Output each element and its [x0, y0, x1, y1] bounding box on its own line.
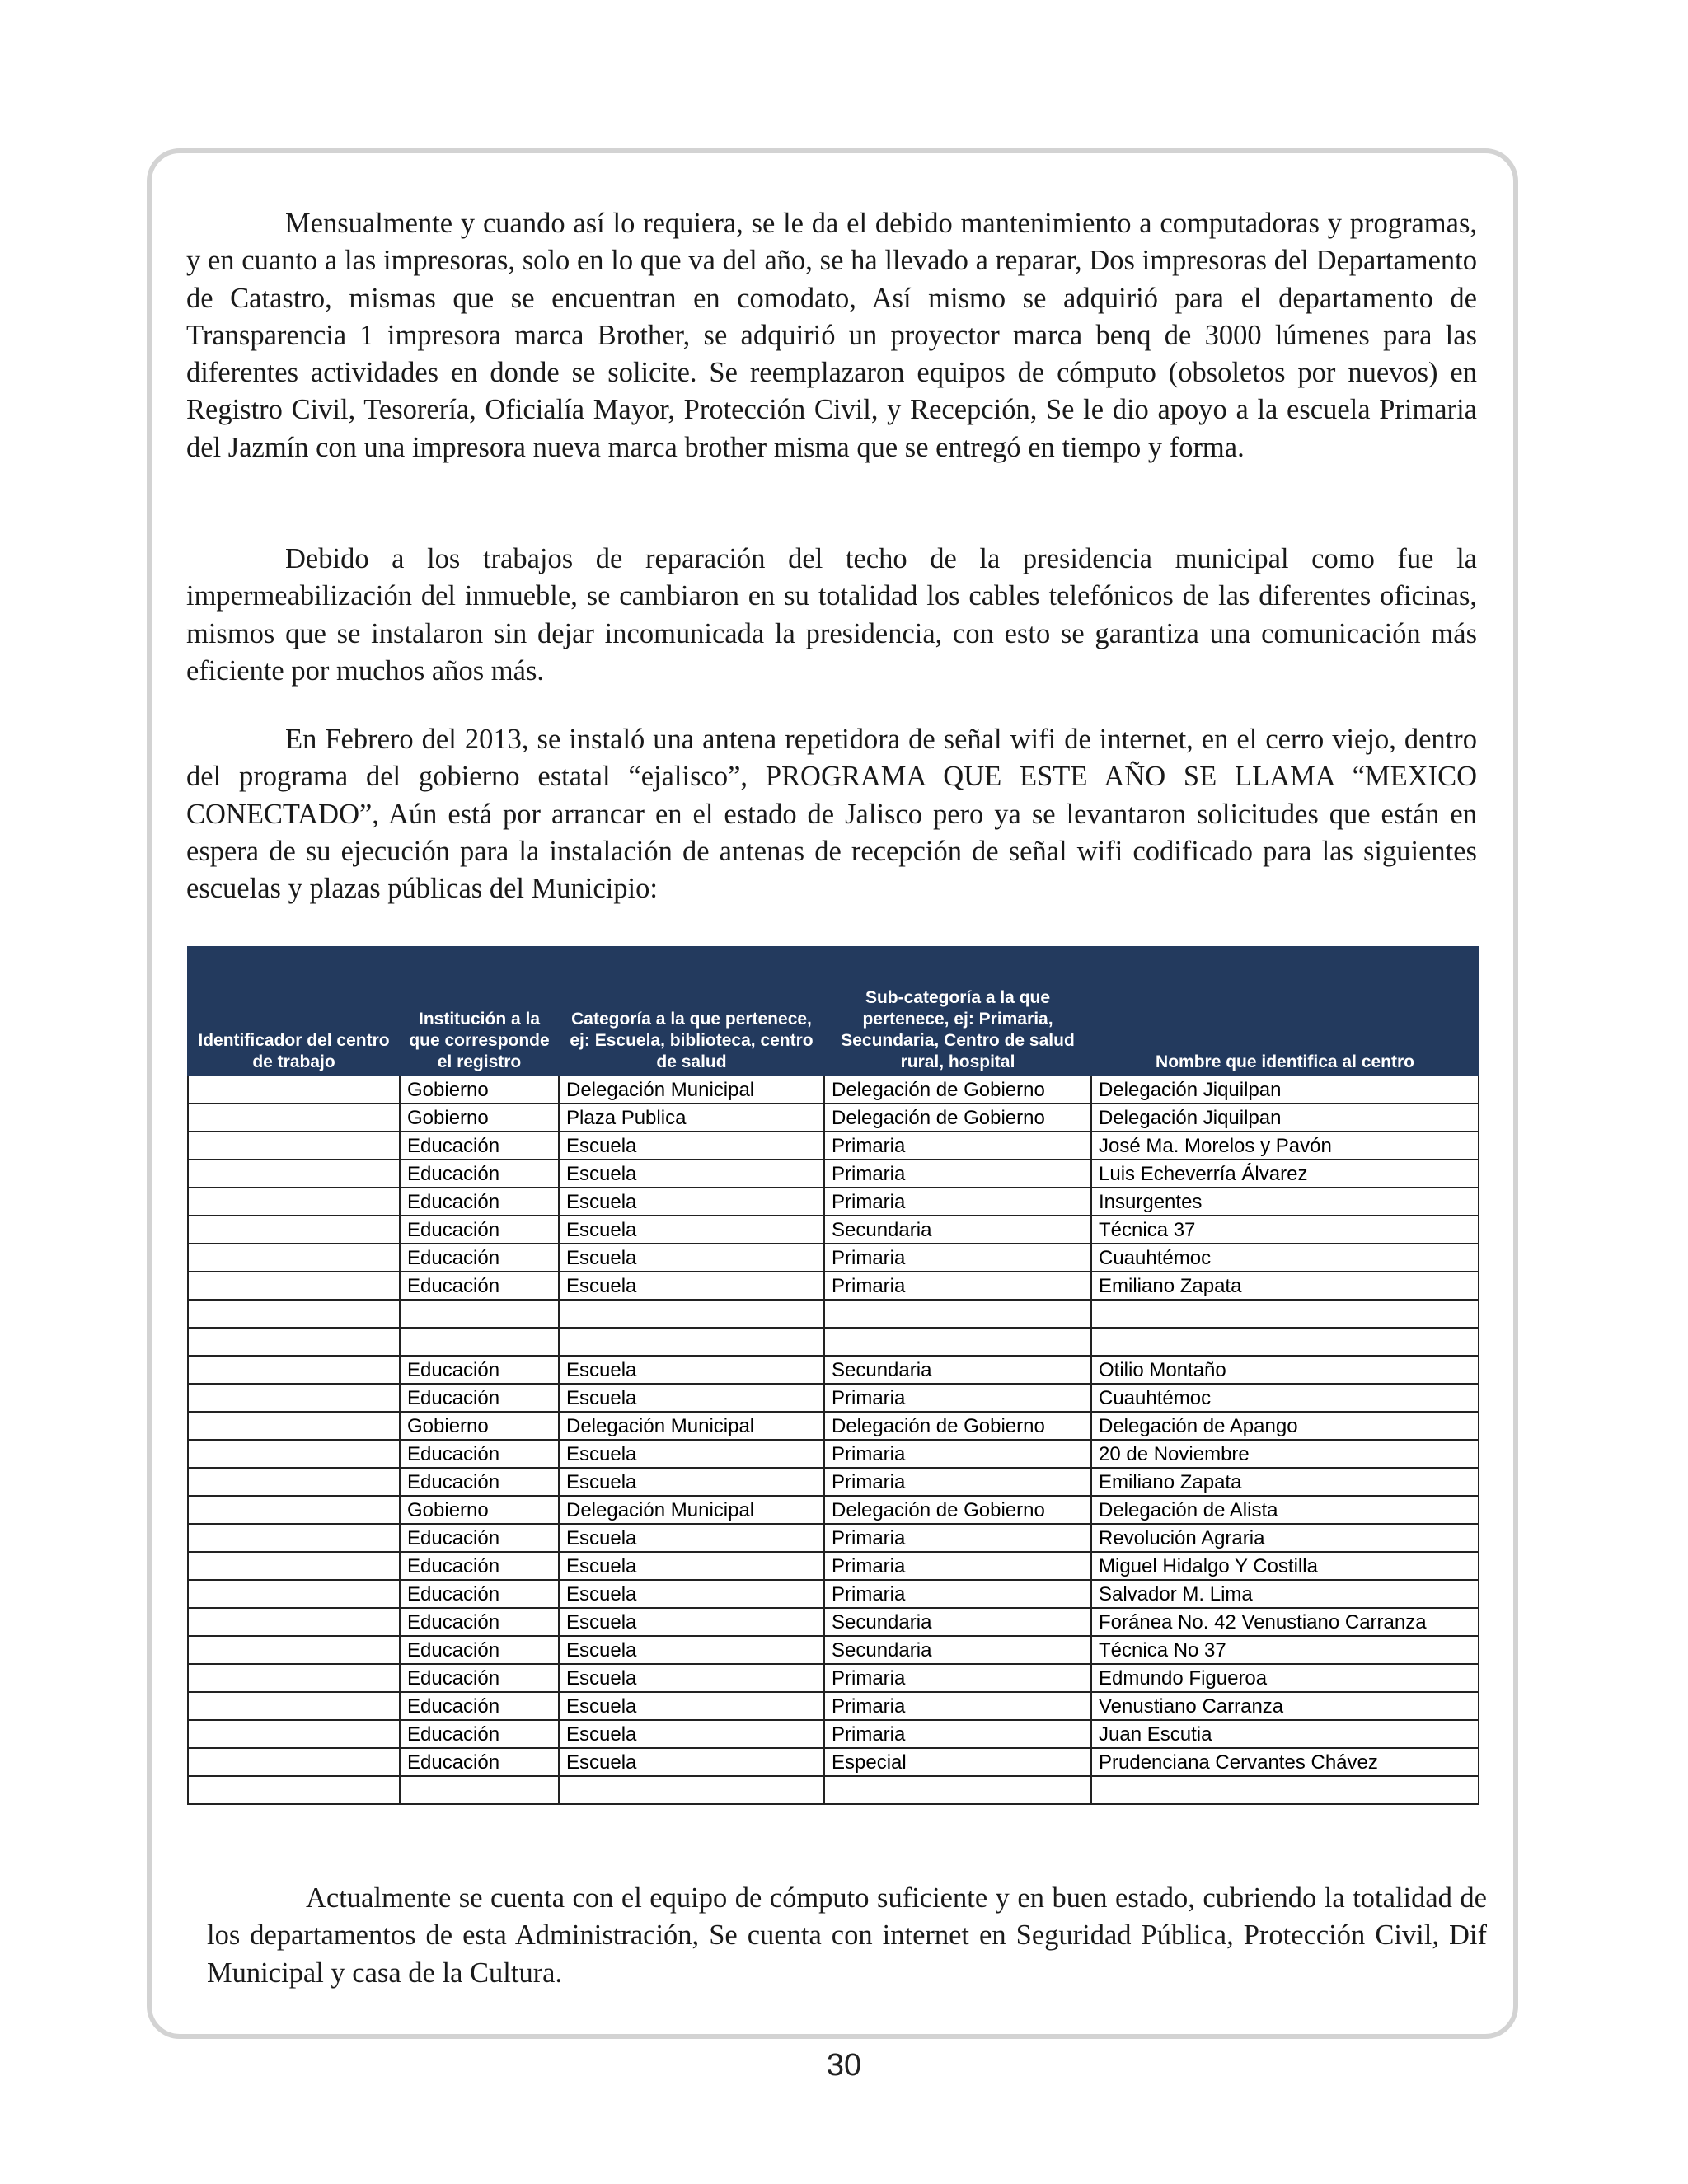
cell-identificador	[188, 1384, 400, 1412]
cell-identificador	[188, 1356, 400, 1384]
table-row	[188, 1328, 1479, 1356]
cell-nombre	[1091, 1300, 1479, 1328]
cell-institucion: Educación	[400, 1440, 559, 1468]
cell-identificador	[188, 1776, 400, 1804]
table-row	[188, 1076, 1479, 1104]
cell-nombre: Foránea No. 42 Venustiano Carranza	[1091, 1608, 1479, 1636]
cell-nombre	[1091, 1776, 1479, 1804]
cell-institucion: Educación	[400, 1216, 559, 1244]
cell-institucion: Educación	[400, 1524, 559, 1552]
cell-identificador	[188, 1328, 400, 1356]
table-row	[188, 1356, 1479, 1384]
cell-identificador	[188, 1692, 400, 1720]
table-row	[188, 1188, 1479, 1216]
table-row	[188, 1272, 1479, 1300]
cell-institucion: Gobierno	[400, 1104, 559, 1132]
table-row	[188, 1468, 1479, 1496]
cell-nombre: Venustiano Carranza	[1091, 1692, 1479, 1720]
cell-subcategoria: Primaria	[824, 1468, 1091, 1496]
cell-subcategoria: Secundaria	[824, 1216, 1091, 1244]
cell-categoria: Escuela	[559, 1524, 824, 1552]
cell-subcategoria	[824, 1300, 1091, 1328]
table-row	[188, 1216, 1479, 1244]
header-nombre: Nombre que identifica al centro	[1091, 947, 1479, 1076]
cell-subcategoria: Primaria	[824, 1720, 1091, 1748]
cell-identificador	[188, 1188, 400, 1216]
table-row	[188, 1636, 1479, 1664]
cell-identificador	[188, 1524, 400, 1552]
cell-categoria: Escuela	[559, 1160, 824, 1188]
cell-subcategoria: Secundaria	[824, 1636, 1091, 1664]
cell-nombre: Cuauhtémoc	[1091, 1244, 1479, 1272]
paragraph-telephone-cables: Debido a los trabajos de reparación del techo de la presidencia municipal como fue la impermeabilización del inmueble, se cambiaron en su totalidad los cables telefónicos de las diferentes oficinas, mismos que se instalaron sin dejar incomunicada la presidencia, con esto se garantiza una comunicación más eficiente por muchos años más.	[186, 543, 1477, 687]
table-row	[188, 1300, 1479, 1328]
cell-institucion: Educación	[400, 1552, 559, 1580]
cell-nombre: José Ma. Morelos y Pavón	[1091, 1132, 1479, 1160]
cell-subcategoria: Primaria	[824, 1160, 1091, 1188]
cell-institucion: Educación	[400, 1132, 559, 1160]
cell-institucion: Educación	[400, 1720, 559, 1748]
cell-identificador	[188, 1496, 400, 1524]
cell-nombre: Delegación de Apango	[1091, 1412, 1479, 1440]
cell-categoria: Escuela	[559, 1384, 824, 1412]
table-row	[188, 1440, 1479, 1468]
cell-subcategoria: Primaria	[824, 1188, 1091, 1216]
table-row	[188, 1384, 1479, 1412]
table-body	[188, 1076, 1479, 1804]
cell-categoria: Delegación Municipal	[559, 1496, 824, 1524]
table-row	[188, 1524, 1479, 1552]
table-row	[188, 1776, 1479, 1804]
header-identificador: Identificador del centro de trabajo	[188, 947, 400, 1076]
cell-categoria: Escuela	[559, 1272, 824, 1300]
cell-subcategoria: Primaria	[824, 1552, 1091, 1580]
cell-subcategoria	[824, 1776, 1091, 1804]
cell-categoria: Escuela	[559, 1216, 824, 1244]
cell-institucion	[400, 1328, 559, 1356]
cell-institucion: Educación	[400, 1356, 559, 1384]
cell-categoria: Plaza Publica	[559, 1104, 824, 1132]
cell-subcategoria: Secundaria	[824, 1356, 1091, 1384]
cell-identificador	[188, 1664, 400, 1692]
table-row	[188, 1664, 1479, 1692]
cell-nombre: Técnica 37	[1091, 1216, 1479, 1244]
cell-subcategoria: Primaria	[824, 1664, 1091, 1692]
cell-subcategoria: Primaria	[824, 1244, 1091, 1272]
cell-institucion: Gobierno	[400, 1076, 559, 1104]
cell-institucion: Educación	[400, 1580, 559, 1608]
cell-subcategoria	[824, 1328, 1091, 1356]
cell-nombre: Salvador M. Lima	[1091, 1580, 1479, 1608]
cell-institucion: Educación	[400, 1608, 559, 1636]
table-row	[188, 1160, 1479, 1188]
cell-nombre: Revolución Agraria	[1091, 1524, 1479, 1552]
header-categoria: Categoría a la que pertenece, ej: Escuela, biblioteca, centro de salud	[559, 947, 824, 1076]
cell-nombre: Cuauhtémoc	[1091, 1384, 1479, 1412]
cell-subcategoria: Delegación de Gobierno	[824, 1412, 1091, 1440]
cell-identificador	[188, 1748, 400, 1776]
cell-institucion: Educación	[400, 1272, 559, 1300]
cell-categoria	[559, 1300, 824, 1328]
cell-identificador	[188, 1160, 400, 1188]
cell-subcategoria: Delegación de Gobierno	[824, 1496, 1091, 1524]
cell-institucion: Educación	[400, 1160, 559, 1188]
cell-categoria: Escuela	[559, 1132, 824, 1160]
cell-institucion: Gobierno	[400, 1412, 559, 1440]
cell-institucion: Educación	[400, 1636, 559, 1664]
header-institucion: Institución a la que corresponde el registro	[400, 947, 559, 1076]
cell-categoria: Escuela	[559, 1468, 824, 1496]
cell-institucion: Educación	[400, 1748, 559, 1776]
cell-categoria: Delegación Municipal	[559, 1076, 824, 1104]
cell-subcategoria: Primaria	[824, 1580, 1091, 1608]
cell-subcategoria: Primaria	[824, 1440, 1091, 1468]
cell-subcategoria: Primaria	[824, 1384, 1091, 1412]
cell-institucion	[400, 1776, 559, 1804]
table-row	[188, 1580, 1479, 1608]
cell-subcategoria: Primaria	[824, 1132, 1091, 1160]
cell-nombre: Delegación Jiquilpan	[1091, 1104, 1479, 1132]
cell-subcategoria: Primaria	[824, 1272, 1091, 1300]
cell-subcategoria: Secundaria	[824, 1608, 1091, 1636]
cell-identificador	[188, 1216, 400, 1244]
cell-nombre	[1091, 1328, 1479, 1356]
header-subcategoria: Sub-categoría a la que pertenece, ej: Primaria, Secundaria, Centro de salud rural, hospital	[824, 947, 1091, 1076]
cell-categoria: Escuela	[559, 1188, 824, 1216]
cell-institucion: Educación	[400, 1468, 559, 1496]
cell-nombre: Emiliano Zapata	[1091, 1468, 1479, 1496]
table-row	[188, 1244, 1479, 1272]
cell-nombre: Técnica No 37	[1091, 1636, 1479, 1664]
cell-identificador	[188, 1468, 400, 1496]
cell-identificador	[188, 1132, 400, 1160]
cell-identificador	[188, 1104, 400, 1132]
cell-categoria: Escuela	[559, 1748, 824, 1776]
cell-nombre: Luis Echeverría Álvarez	[1091, 1160, 1479, 1188]
cell-categoria: Escuela	[559, 1636, 824, 1664]
cell-institucion	[400, 1300, 559, 1328]
cell-nombre: 20 de Noviembre	[1091, 1440, 1479, 1468]
cell-categoria: Escuela	[559, 1356, 824, 1384]
centers-table	[187, 946, 1479, 1805]
table-row	[188, 1720, 1479, 1748]
cell-nombre: Otilio Montaño	[1091, 1356, 1479, 1384]
table-row	[188, 1104, 1479, 1132]
cell-categoria: Escuela	[559, 1720, 824, 1748]
cell-categoria: Delegación Municipal	[559, 1412, 824, 1440]
paragraph-current-equipment: Actualmente se cuenta con el equipo de cómputo suficiente y en buen estado, cubriendo la totalidad de los departamentos de esta Administración, Se cuenta con internet en Seguridad Pública, Protección Civil, Dif Municipal y casa de la Cultura.	[207, 1882, 1487, 1989]
cell-subcategoria: Delegación de Gobierno	[824, 1104, 1091, 1132]
cell-nombre: Delegación Jiquilpan	[1091, 1076, 1479, 1104]
table-row	[188, 1748, 1479, 1776]
cell-categoria: Escuela	[559, 1664, 824, 1692]
cell-institucion: Gobierno	[400, 1496, 559, 1524]
cell-subcategoria: Delegación de Gobierno	[824, 1076, 1091, 1104]
table-header-row	[188, 947, 1479, 1076]
cell-nombre: Delegación de Alista	[1091, 1496, 1479, 1524]
paragraph-wifi-antenna: En Febrero del 2013, se instaló una antena repetidora de señal wifi de internet, en el cerro viejo, dentro del programa del gobierno estatal “ejalisco”, PROGRAMA QUE ESTE AÑO SE LLAMA “MEXICO CONECTADO”, Aún está por arrancar en el estado de Jalisco pero ya se levantaron solicitudes que están en espera de su ejecución para la instalación de antenas de recepción de señal wifi codificado para las siguientes escuelas y plazas públicas del Municipio:	[186, 724, 1477, 905]
cell-nombre: Emiliano Zapata	[1091, 1272, 1479, 1300]
cell-nombre: Edmundo Figueroa	[1091, 1664, 1479, 1692]
cell-institucion: Educación	[400, 1384, 559, 1412]
cell-categoria	[559, 1328, 824, 1356]
cell-categoria: Escuela	[559, 1608, 824, 1636]
cell-identificador	[188, 1580, 400, 1608]
cell-identificador	[188, 1412, 400, 1440]
paragraph-maintenance: Mensualmente y cuando así lo requiera, se le da el debido mantenimiento a computadoras y programas, y en cuanto a las impresoras, solo en lo que va del año, se ha llevado a reparar, Dos impresoras del Departamento de Catastro, mismas que se encuentran en comodato, Así mismo se adquirió para el departamento de Transparencia 1 impresora marca Brother, se adquirió un proyector marca benq de 3000 lúmenes para las diferentes actividades en donde se solicite. Se reemplazaron equipos de cómputo (obsoletos por nuevos) en Registro Civil, Tesorería, Oficialía Mayor, Protección Civil, y Recepción, Se le dio apoyo a la escuela Primaria del Jazmín con una impresora nueva marca brother misma que se entregó en tiempo y forma.	[186, 208, 1477, 463]
cell-institucion: Educación	[400, 1244, 559, 1272]
cell-institucion: Educación	[400, 1188, 559, 1216]
cell-subcategoria: Primaria	[824, 1692, 1091, 1720]
cell-identificador	[188, 1552, 400, 1580]
cell-subcategoria: Especial	[824, 1748, 1091, 1776]
table-row	[188, 1412, 1479, 1440]
cell-categoria: Escuela	[559, 1580, 824, 1608]
cell-identificador	[188, 1440, 400, 1468]
cell-nombre: Prudenciana Cervantes Chávez	[1091, 1748, 1479, 1776]
cell-identificador	[188, 1076, 400, 1104]
cell-categoria: Escuela	[559, 1440, 824, 1468]
page-number: 30	[826, 2048, 862, 2083]
cell-institucion: Educación	[400, 1692, 559, 1720]
cell-identificador	[188, 1636, 400, 1664]
cell-nombre: Juan Escutia	[1091, 1720, 1479, 1748]
cell-subcategoria: Primaria	[824, 1524, 1091, 1552]
cell-categoria: Escuela	[559, 1692, 824, 1720]
cell-nombre: Miguel Hidalgo Y Costilla	[1091, 1552, 1479, 1580]
table-row	[188, 1692, 1479, 1720]
cell-categoria: Escuela	[559, 1552, 824, 1580]
table-row	[188, 1496, 1479, 1524]
cell-identificador	[188, 1720, 400, 1748]
cell-identificador	[188, 1608, 400, 1636]
cell-identificador	[188, 1272, 400, 1300]
table-row	[188, 1132, 1479, 1160]
table-row	[188, 1608, 1479, 1636]
cell-institucion: Educación	[400, 1664, 559, 1692]
cell-categoria: Escuela	[559, 1244, 824, 1272]
cell-identificador	[188, 1244, 400, 1272]
table-row	[188, 1552, 1479, 1580]
cell-nombre: Insurgentes	[1091, 1188, 1479, 1216]
cell-identificador	[188, 1300, 400, 1328]
cell-categoria	[559, 1776, 824, 1804]
